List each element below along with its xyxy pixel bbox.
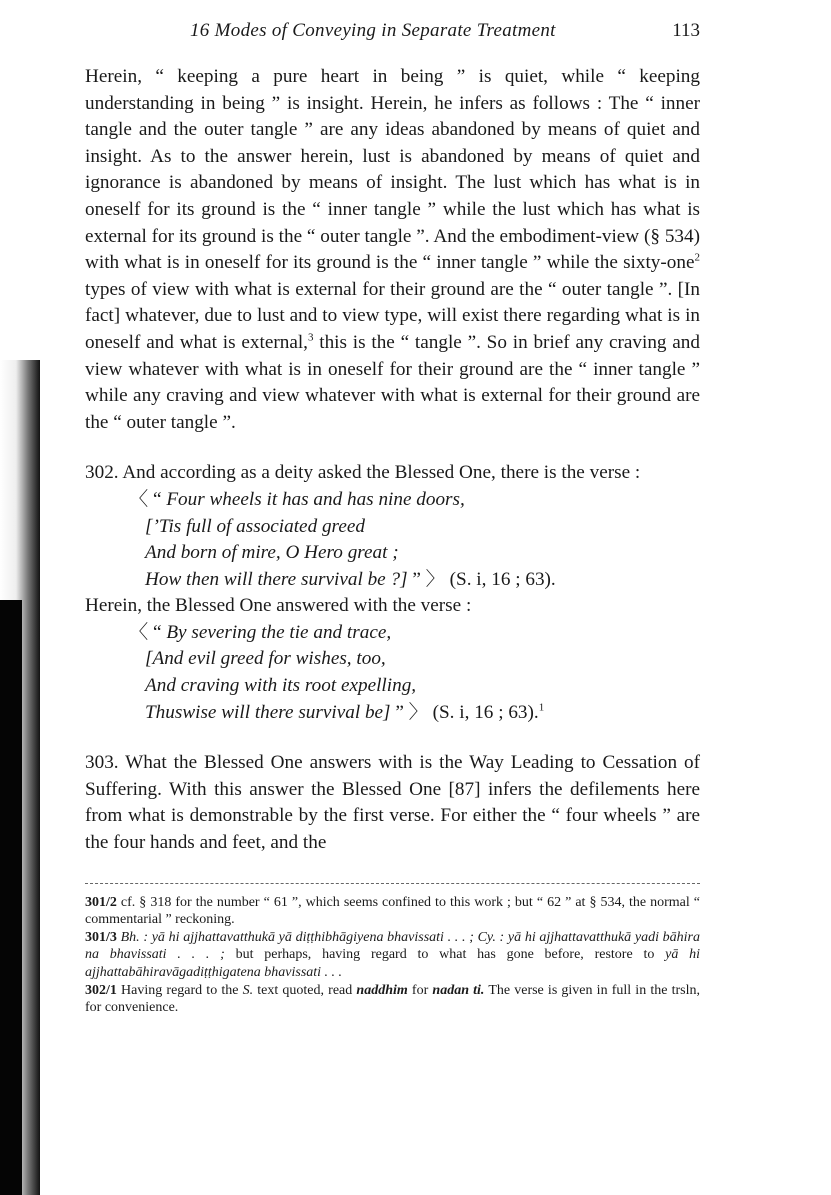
verse-line — [129, 646, 700, 673]
footnote-text: yā hi ajjhattavatthukā yā diṭṭhibhāgiyena bhavissati . . . ; — [151, 929, 474, 945]
footnote-text: but perhaps, having regard to what has gone before, restore to — [224, 947, 666, 963]
verse-line — [129, 487, 700, 514]
footnote-text: cf. § 318 for the number “ 61 ”, which seems confined to this work ; but “ 62 ” at § 534, the normal “ commentarial ” reckoning. — [85, 894, 700, 928]
footnote-text: S. — [242, 982, 254, 998]
footnotes — [85, 894, 700, 1017]
paragraph-text: types of view with what is external for their ground are the “ outer tangle ”. [In fact] whatever, due to lust and to view type, will exist there regarding what is in oneself and what is external, — [85, 278, 700, 353]
verse-line — [129, 620, 700, 647]
paragraph-302: 302. And according as a deity asked the Blessed One, there is the verse : — [85, 462, 641, 484]
verse-text: [And evil greed for wishes, too, — [145, 648, 386, 670]
footnote-302-1 — [85, 982, 700, 1017]
verse-line — [129, 514, 700, 541]
footnote-text: The verse is given in full in the trsln, for convenience. — [85, 982, 700, 1016]
verse-line — [129, 567, 700, 594]
footnote-marker: 3 — [307, 331, 314, 344]
verse-text: How then will there survival be ?] — [145, 568, 413, 590]
footnote-divider — [85, 883, 700, 884]
verse-bracket: 〈 “ — [129, 488, 167, 510]
verse-text: By severing the tie and trace, — [166, 621, 392, 643]
footnote-text: for — [407, 982, 433, 998]
verse-answer — [129, 620, 700, 726]
document-page — [85, 18, 700, 1017]
footnote-text: nadan ti. — [432, 982, 485, 998]
footnote-text: Bh. : — [116, 929, 152, 945]
verse-bracket: 〈 “ — [129, 621, 167, 643]
verse-citation: ” 〉 (S. i, 16 ; 63). — [395, 701, 539, 723]
verse-citation: ” 〉 (S. i, 16 ; 63). — [412, 568, 556, 590]
verse-line — [129, 540, 700, 567]
page-header — [85, 18, 700, 48]
footnote-text: Cy. : — [473, 929, 508, 945]
page-number: 113 — [672, 20, 700, 41]
book-spine-edge — [0, 600, 22, 1195]
paragraph-answer-intro: Herein, the Blessed One answered with the verse : — [85, 595, 472, 617]
verse-text: Thuswise will there survival be] — [145, 701, 396, 723]
footnote-text: naddhim — [356, 982, 408, 998]
verse-line — [129, 700, 700, 727]
verse-text: [’Tis full of associated greed — [145, 515, 365, 537]
footnote-ref: 302/1 — [85, 982, 117, 998]
footnote-301-3 — [85, 929, 700, 982]
verse-question — [129, 487, 700, 593]
footnote-ref: 301/2 — [85, 894, 117, 910]
footnote-text: text quoted, read — [253, 982, 357, 998]
verse-line — [129, 673, 700, 700]
verse-text: And born of mire, O Hero great ; — [145, 542, 399, 564]
paragraph-301 — [85, 64, 700, 436]
footnote-301-2 — [85, 894, 700, 929]
footnote-marker: 2 — [694, 251, 700, 264]
footnote-ref: 301/3 — [85, 929, 117, 945]
footnote-marker: 1 — [538, 701, 545, 714]
footnote-text: yā hi ajjhattabāhiravāgadiṭṭhigatena bhavissati . . . — [85, 947, 701, 980]
paragraph-303: 303. What the Blessed One answers with is the Way Leading to Cessation of Suffering. With this answer the Blessed One [87] infers the defilements here from what is demonstrable by the first verse. For either the “ four wheels ” are the four hands and feet, and the — [85, 752, 700, 854]
verse-text: And craving with its root expelling, — [145, 675, 417, 697]
paragraph-text: this is the “ tangle ”. So in brief any craving and view whatever with what is in oneself for their ground are the “ inner tangle ” while any craving and view whatever with what is external for their ground are the “ outer tangle ”. — [85, 331, 700, 433]
footnote-text: yā hi ajjhattavatthukā yadi bāhira na bhavissati . . . ; — [85, 929, 700, 963]
running-title: 16 Modes of Conveying in Separate Treatment — [190, 20, 556, 41]
footnote-text: Having regard to the — [116, 982, 243, 998]
verse-text: Four wheels it has and has nine doors, — [166, 488, 465, 510]
paragraph-text: Herein, “ keeping a pure heart in being ” is quiet, while “ keeping understanding in being ” is insight. Herein, he infers as follows : The “ inner tangle and the outer tangle ” are any ideas abandoned by means of quiet and insight. As to the answer herein, lust is abandoned by means of quiet and ignorance is abandoned by means of insight. The lust which has what is in oneself for its ground is the “ inner tangle ” while the lust which has what is external for its ground is the “ outer tangle ”. And the embodiment-view (§ 534) with what is in oneself for its ground is the “ inner tangle ” while the sixty-one — [85, 66, 700, 274]
